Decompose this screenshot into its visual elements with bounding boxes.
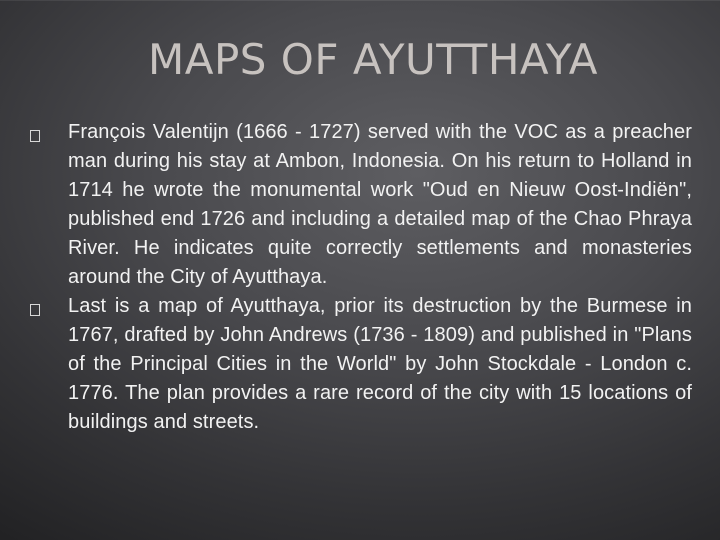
slide-title: MAPS OF AYUTTHAYA	[148, 35, 598, 84]
bullet-list	[30, 118, 692, 437]
bullet-item-andrews-map	[30, 292, 692, 437]
square-bullet-icon	[30, 130, 40, 142]
bullet-text-valentijn: François Valentijn (1666 - 1727) served with the VOC as a preacher man during his stay at Ambon, Indonesia. On his return to Holland in 1714 he wrote the monumental work "Oud en Nieuw Oost-Indiën", published end 1726 and including a detailed map of the Chao Phraya River. He indicates quite correctly settlements and monasteries around the City of Ayutthaya.	[68, 121, 692, 288]
square-bullet-icon	[30, 304, 40, 316]
bullet-item-valentijn	[30, 118, 692, 292]
top-border	[0, 0, 720, 1]
bullet-text-andrews-map: Last is a map of Ayutthaya, prior its destruction by the Burmese in 1767, drafted by John Andrews (1736 - 1809) and published in "Plans of the Principal Cities in the World" by John Stockdale - London c. 1776. The plan provides a rare record of the city with 15 locations of buildings and streets.	[68, 295, 692, 433]
